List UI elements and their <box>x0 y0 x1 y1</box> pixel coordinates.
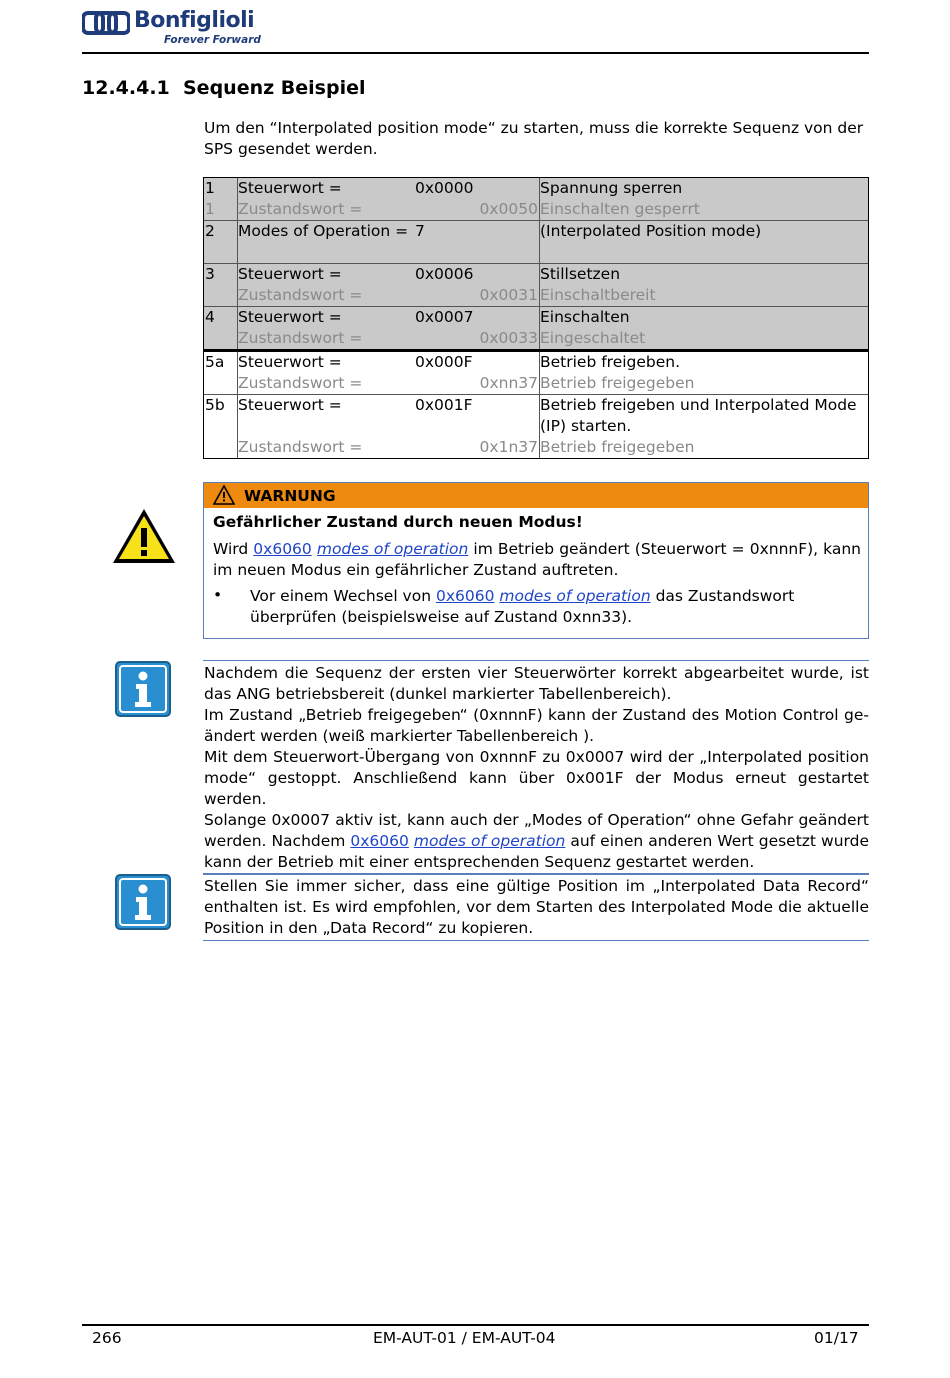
info-box-2 <box>203 873 869 941</box>
link-0x6060[interactable]: 0x6060 <box>350 832 409 850</box>
row-label: Steuerwort = <box>238 308 342 326</box>
footer-document: EM-AUT-01 / EM-AUT-04 <box>373 1329 556 1347</box>
status-value: 0x1n37 <box>479 438 538 456</box>
row-description: Betrieb freigeben. <box>540 353 681 371</box>
info-paragraph: Mit dem Steuerwort-Übergang von 0xnnnF zu 0x0007 wird der „Interpolated position mode“ gestoppt. Anschließend kann über 0x001F der Modus erneut gestartet werden. <box>204 748 869 808</box>
info-text: auf einen anderen Wert gesetzt wurde kann der Betrieb mit einer entsprechenden Sequenz gestartet werden. <box>204 832 869 871</box>
section-title: Sequenz Beispiel <box>183 77 366 99</box>
info-box-1 <box>203 660 869 875</box>
brand-tagline: Forever Forward <box>164 34 261 46</box>
warning-subtitle: Gefährlicher Zustand durch neuen Modus! <box>213 513 583 531</box>
section-number: 12.4.4.1 <box>82 77 170 99</box>
link-modes-of-operation[interactable]: modes of operation <box>413 832 566 850</box>
row-description: Stillsetzen <box>540 265 621 283</box>
row-label: Modes of Operation = <box>238 222 409 240</box>
info-paragraph: Stellen Sie immer sicher, dass eine gültige Position im „Interpolated Data Record“ enthalten ist. Es wird empfohlen, vor dem Starten des Interpolated Mode die aktuelle Position in den „Data Record“ zu kopieren. <box>204 877 869 937</box>
info-text: Solange 0x0007 aktiv ist, kann auch der „Modes of Operation“ ohne Gefahr geändert werden. Nachdem <box>204 811 869 850</box>
status-number: 1 <box>205 200 215 218</box>
warning-paragraph <box>213 539 861 581</box>
warning-header <box>204 483 868 508</box>
bullet-icon: • <box>213 586 223 604</box>
info-paragraph: Im Zustand „Betrieb freigegeben“ (0xnnnF) kann der Zustand des Motion Control geändert werden (weiß markierter Tabellenbereich ). <box>204 706 869 745</box>
row-number: 2 <box>205 222 215 240</box>
sequence-table <box>203 177 869 459</box>
table-row <box>204 178 868 221</box>
table-row <box>204 395 868 458</box>
status-label: Zustandswort = <box>238 374 363 392</box>
status-value: 0x0033 <box>479 329 538 347</box>
row-number: 3 <box>205 265 215 283</box>
row-description: (Interpolated Position mode) <box>540 222 762 240</box>
row-label: Steuerwort = <box>238 353 342 371</box>
row-number: 1 <box>205 179 215 197</box>
info-paragraph <box>204 810 869 873</box>
info-paragraph: Nachdem die Sequenz der ersten vier Steuerwörter korrekt abgearbeitet wurde, ist das ANG betriebsbereit (dunkel markierter Tabellenbereich). <box>204 664 869 703</box>
link-0x6060[interactable]: 0x6060 <box>435 587 495 605</box>
row-value: 0x0007 <box>415 308 474 326</box>
row-value: 0x0000 <box>415 179 474 197</box>
footer-date: 01/17 <box>814 1329 859 1347</box>
info-icon <box>115 661 171 717</box>
row-label: Steuerwort = <box>238 179 342 197</box>
warning-small-icon <box>213 485 235 505</box>
warning-title: WARNUNG <box>244 487 336 505</box>
status-value: 0x0050 <box>479 200 538 218</box>
status-description: Einschalten gesperrt <box>540 200 700 218</box>
row-label: Steuerwort = <box>238 396 342 414</box>
row-description: Einschalten <box>540 308 630 326</box>
info-icon <box>115 874 171 930</box>
link-modes-of-operation[interactable]: modes of operation <box>499 587 651 605</box>
row-label: Steuerwort = <box>238 265 342 283</box>
row-number: 5a <box>205 353 225 371</box>
warning-list-item <box>250 586 862 628</box>
row-value: 0x0006 <box>415 265 474 283</box>
intro-paragraph: Um den “Interpolated position mode“ zu starten, muss die korrekte Sequenz von der SPS gesendet werden. <box>204 119 864 158</box>
header-rule <box>82 52 869 54</box>
brand-logo <box>82 8 282 48</box>
brand-logo-icon <box>82 10 130 36</box>
warning-triangle-icon <box>110 506 178 566</box>
status-value: 0xnn37 <box>479 374 538 392</box>
status-label: Zustandswort = <box>238 438 363 456</box>
row-value: 7 <box>415 222 425 240</box>
status-label: Zustandswort = <box>238 286 363 304</box>
warning-li-text: Vor einem Wechsel von <box>250 587 436 605</box>
status-description: Betrieb freigegeben <box>540 374 695 392</box>
status-description: Einschaltbereit <box>540 286 656 304</box>
status-value: 0x0031 <box>479 286 538 304</box>
table-row <box>204 221 868 264</box>
status-description: Eingeschaltet <box>540 329 646 347</box>
row-description: Betrieb freigeben und Interpolated Mode <box>540 396 857 414</box>
link-0x6060[interactable]: 0x6060 <box>253 540 312 558</box>
table-row <box>204 352 868 395</box>
status-label: Zustandswort = <box>238 200 363 218</box>
row-value: 0x000F <box>415 353 473 371</box>
status-label: Zustandswort = <box>238 329 363 347</box>
section-heading <box>82 77 366 99</box>
table-row <box>204 264 868 307</box>
row-number: 5b <box>205 396 225 414</box>
row-number: 4 <box>205 308 215 326</box>
footer-rule <box>82 1324 869 1326</box>
row-description: Spannung sperren <box>540 179 683 197</box>
brand-name: Bonfiglioli <box>134 8 255 33</box>
warning-box <box>203 482 869 639</box>
warning-text: im Betrieb geändert (Steuerwort = 0xnnnF), kann im neuen Modus ein gefährlicher Zustand auftreten. <box>213 540 862 579</box>
warning-li-text: das Zustandswort überprüfen (beispielsweise auf Zustand 0xnn33). <box>250 587 795 626</box>
footer-page-number: 266 <box>92 1329 122 1347</box>
row-value: 0x001F <box>415 396 473 414</box>
table-row <box>204 307 868 352</box>
link-modes-of-operation[interactable]: modes of operation <box>316 540 469 558</box>
status-description: Betrieb freigegeben <box>540 438 695 456</box>
warning-text: Wird <box>213 540 254 558</box>
row-description-cont: (IP) starten. <box>540 417 632 435</box>
